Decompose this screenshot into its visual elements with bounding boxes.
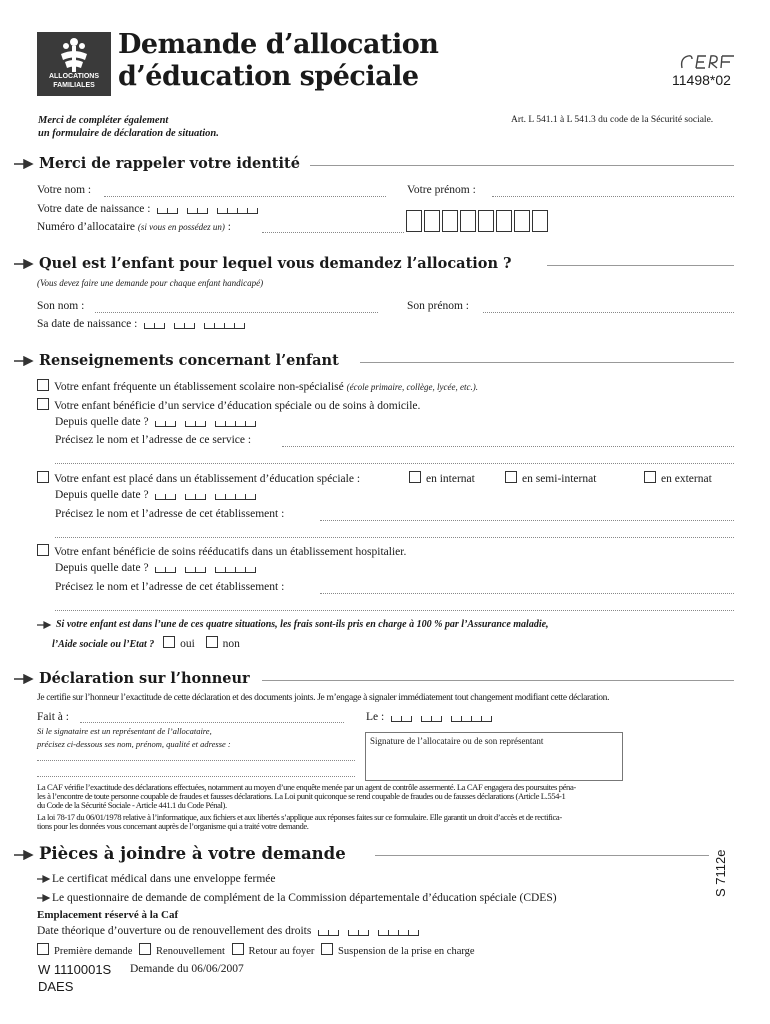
date-year[interactable] — [451, 713, 492, 725]
last-name-field[interactable] — [104, 196, 386, 197]
representative-note-1: Si le signataire est un représentant de l’allocataire, — [37, 726, 212, 736]
child-note: (Vous devez faire une demande pour chaque enfant handicapé) — [37, 278, 264, 288]
date-month[interactable] — [421, 713, 442, 725]
birth-date-day[interactable] — [157, 205, 178, 217]
establishment-since-date: Depuis quelle date ? — [55, 489, 262, 503]
date-year[interactable] — [215, 491, 256, 503]
legal-text-4: La loi 78-17 du 06/01/1978 relative à l’informatique, aux fichiers et aux libertés s’applique aux réponses faites sur ce formulaire. Elle garantit un droit d’accès et de rectifica- — [37, 812, 562, 822]
child-first-name-label: Son prénom : — [407, 300, 469, 312]
representative-field-1[interactable] — [37, 760, 355, 761]
date-day[interactable] — [391, 713, 412, 725]
cerfa-logo-icon — [678, 52, 740, 72]
checkbox[interactable] — [321, 943, 333, 955]
legal-text-1: La CAF vérifie l’exactitude des déclarations effectuées, notamment au moyen d’une enquête menée par un agent de contrôle assermenté. La CAF engagera des poursuites péna- — [37, 782, 576, 792]
option-home-service: Votre enfant bénéficie d’un service d’éducation spéciale ou de soins à domicile. — [37, 398, 420, 412]
date-day[interactable] — [155, 564, 176, 576]
form-date: Demande du 06/06/2007 — [130, 963, 244, 975]
allocataire-label: Numéro d’allocataire (si vous en possédez un) : — [37, 221, 231, 233]
child-birth-month[interactable] — [174, 320, 195, 332]
complete-note-2: un formulaire de déclaration de situation. — [38, 128, 219, 139]
child-first-name-field[interactable] — [483, 312, 734, 313]
complete-note-1: Merci de compléter également — [38, 115, 169, 126]
child-heading: Quel est l’enfant pour lequel vous demandez l’allocation ? — [14, 255, 512, 272]
section-arrow-icon — [14, 259, 36, 269]
checkbox[interactable] — [206, 636, 218, 648]
date-month[interactable] — [185, 491, 206, 503]
signature-date: Le : — [366, 711, 498, 725]
hospital-address-field[interactable] — [320, 593, 734, 594]
section-arrow-icon — [14, 674, 36, 684]
date-year[interactable] — [215, 418, 256, 430]
date-year[interactable] — [378, 927, 419, 939]
certify-text: Je certifie sur l’honneur l’exactitude de cette déclaration et des documents joints. Je m’engage à signaler immédiatement tout changement modifiant cette déclaration. — [37, 693, 610, 703]
fait-a-label: Fait à : — [37, 711, 69, 723]
identity-heading: Merci de rappeler votre identité — [14, 155, 300, 172]
date-year[interactable] — [215, 564, 256, 576]
date-month[interactable] — [185, 418, 206, 430]
date-day[interactable] — [318, 927, 339, 939]
signature-label: Signature de l’allocataire ou de son représentant — [370, 736, 544, 746]
checkbox[interactable] — [37, 379, 49, 391]
date-month[interactable] — [185, 564, 206, 576]
checkbox[interactable] — [139, 943, 151, 955]
allocataire-dots — [262, 232, 404, 233]
checkbox[interactable] — [37, 471, 49, 483]
internat-option: en internat — [409, 471, 475, 485]
checkbox[interactable] — [409, 471, 421, 483]
form-name: DAES — [38, 979, 74, 994]
signature-box[interactable] — [365, 732, 623, 781]
checkbox[interactable] — [37, 398, 49, 410]
section-rule — [310, 165, 734, 166]
page-title-line1: Demande d’allocation — [118, 29, 439, 60]
cerfa-number: 11498*02 — [672, 72, 731, 88]
establishment-address-field[interactable] — [320, 520, 734, 521]
section-arrow-icon — [14, 356, 36, 366]
declaration-heading: Déclaration sur l’honneur — [14, 670, 250, 687]
establishment-address-label: Précisez le nom et l’adresse de cet établissement : — [55, 508, 285, 520]
externat-option: en externat — [644, 471, 712, 485]
small-arrow-icon — [37, 893, 51, 903]
section-rule — [375, 855, 709, 856]
small-arrow-icon — [37, 620, 53, 630]
fait-a-field[interactable] — [80, 722, 344, 723]
reserved-heading: Emplacement réservé à la Caf — [37, 909, 179, 921]
checkbox[interactable] — [644, 471, 656, 483]
date-day[interactable] — [155, 491, 176, 503]
attachments-heading: Pièces à joindre à votre demande — [14, 844, 346, 863]
first-name-label: Votre prénom : — [407, 184, 476, 196]
hospital-address-label: Précisez le nom et l’adresse de cet établissement : — [55, 581, 285, 593]
date-day[interactable] — [155, 418, 176, 430]
last-name-label: Votre nom : — [37, 184, 92, 196]
attachment-item-2: Le questionnaire de demande de complément de la Commission départementale d’éducation spéciale (CDES) — [37, 892, 557, 904]
hospital-since-date: Depuis quelle date ? — [55, 562, 262, 576]
service-address-field[interactable] — [282, 446, 734, 447]
attachment-item-1: Le certificat médical dans une enveloppe fermée — [37, 873, 276, 885]
caf-logo — [37, 32, 111, 96]
section-rule — [547, 265, 734, 266]
page-title-line2: d’éducation spéciale — [118, 61, 419, 92]
side-form-code: S 7112e — [713, 849, 728, 897]
section-rule — [262, 680, 734, 681]
logo-text-1: ALLOCATIONS — [48, 73, 100, 80]
service-address-field-2[interactable] — [55, 463, 734, 464]
option-special-establishment: Votre enfant est placé dans un établissement d’éducation spéciale : — [37, 471, 360, 485]
info-heading: Renseignements concernant l’enfant — [14, 352, 339, 369]
semi-internat-option: en semi-internat — [505, 471, 596, 485]
birth-date-label: Votre date de naissance : — [37, 203, 264, 217]
section-arrow-icon — [14, 159, 36, 169]
child-birth-day[interactable] — [144, 320, 165, 332]
representative-note-2: précisez ci-dessous ses nom, prénom, qualité et adresse : — [37, 739, 231, 749]
date-month[interactable] — [348, 927, 369, 939]
form-code: W 1110001S — [38, 962, 112, 977]
checkbox[interactable] — [232, 943, 244, 955]
coverage-question-2: l’Aide sociale ou l’Etat ? oui non — [52, 638, 240, 650]
logo-text-2: FAMILIALES — [53, 82, 95, 89]
child-last-name-label: Son nom : — [37, 300, 85, 312]
allocataire-number-boxes[interactable] — [406, 210, 550, 235]
child-birth-year[interactable] — [204, 320, 245, 332]
child-birth-date-label: Sa date de naissance : — [37, 318, 251, 332]
section-arrow-icon — [14, 850, 36, 860]
first-name-field[interactable] — [492, 196, 734, 197]
checkbox[interactable] — [163, 636, 175, 648]
legal-text-5: tions pour les données vous concernant auprès de l’organisme qui a traité votre demande. — [37, 821, 309, 831]
establishment-address-field-2[interactable] — [55, 537, 734, 538]
section-rule — [360, 362, 734, 363]
service-address-label: Précisez le nom et l’adresse de ce service : — [55, 434, 252, 446]
legal-text-2: les à l’encontre de toute personne coupable de fraudes et fausses déclarations. La Loi punit quiconque se rend coupable de fraudes ou de fausses déclarations (Article L.554-1 — [37, 791, 566, 801]
child-last-name-field[interactable] — [95, 312, 378, 313]
legal-text-3: du Code de la Sécurité Sociale - Article 441.1 du Code Pénal). — [37, 800, 227, 810]
family-emblem-icon — [37, 34, 111, 74]
option-non-specialized-school: Votre enfant fréquente un établissement scolaire non-spécialisé (école primaire, collège, lycée, etc.). — [37, 379, 478, 393]
checkbox[interactable] — [505, 471, 517, 483]
checkbox[interactable] — [37, 544, 49, 556]
checkbox[interactable] — [37, 943, 49, 955]
birth-date-month[interactable] — [187, 205, 208, 217]
representative-field-2[interactable] — [37, 776, 355, 777]
option-hospital-care: Votre enfant bénéficie de soins rééducatifs dans un établissement hospitalier. — [37, 544, 406, 558]
small-arrow-icon — [37, 874, 51, 884]
birth-date-year[interactable] — [217, 205, 258, 217]
service-since-date: Depuis quelle date ? — [55, 416, 262, 430]
coverage-question-1: Si votre enfant est dans l’une de ces quatre situations, les frais sont-ils pris en charge à 100 % par l’Assurance maladie, — [37, 619, 549, 630]
reserved-options: Première demande Renouvellement Retour au foyer Suspension de la prise en charge — [37, 943, 475, 957]
hospital-address-field-2[interactable] — [55, 610, 734, 611]
legal-reference: Art. L 541.1 à L 541.3 du code de la Sécurité sociale. — [511, 115, 714, 125]
reserved-date: Date théorique d’ouverture ou de renouvellement des droits — [37, 925, 425, 939]
